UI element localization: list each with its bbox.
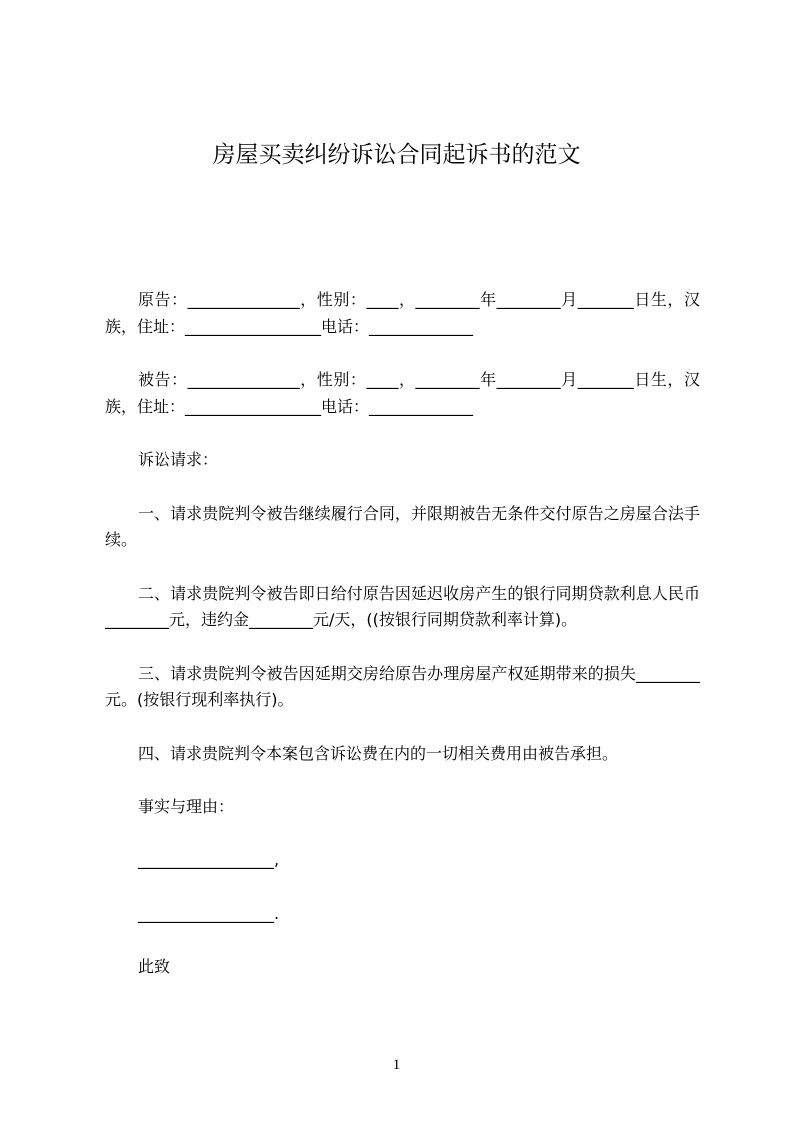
closing [105, 954, 700, 981]
claim-line: ________元，违约金________元/天，((按银行同期贷款利率计算)。 [105, 610, 578, 630]
claim-line: 三、请求贵院判令被告因延期交房给原告办理房屋产权延期带来的损失________ [138, 663, 700, 683]
fill-in-blank-line: _________________, [138, 850, 280, 870]
plaintiff-info-line: 原告：______________，性别：____，________年________月_______日生，汉 [138, 290, 700, 309]
claim-item-4 [105, 741, 700, 768]
claim-line: 一、请求贵院判令被告继续履行合同，并限期被告无条件交付原告之房屋合法手 [138, 503, 700, 523]
claims-heading [105, 447, 700, 474]
defendant-info [105, 367, 700, 420]
claim-line: 二、请求贵院判令被告即日给付原告因延迟收房产生的银行同期贷款利息人民币 [138, 583, 700, 603]
claims-heading-text: 诉讼请求： [138, 450, 219, 470]
defendant-info-line: 被告：______________，性别：____，________年________月_______日生，汉 [138, 370, 700, 390]
plaintiff-info [105, 287, 700, 340]
facts-heading-text: 事实与理由： [138, 797, 235, 817]
claim-item-2 [105, 581, 700, 634]
claim-item-1 [105, 501, 700, 554]
facts-blank-1 [105, 847, 700, 874]
claim-line: 四、请求贵院判令本案包含诉讼费在内的一切相关费用由被告承担。 [138, 743, 619, 763]
fill-in-blank-line: _________________. [138, 903, 280, 923]
facts-blank-2 [105, 901, 700, 928]
claim-item-3 [105, 661, 700, 714]
document-body [105, 287, 700, 1008]
plaintiff-info-line: 族，住址：_________________电话：_____________ [105, 316, 474, 336]
page-number: 1 [392, 1057, 401, 1073]
closing-text: 此致 [138, 957, 171, 977]
facts-heading [105, 794, 700, 821]
claim-line: 元。(按银行现利率执行)。 [105, 690, 294, 710]
document-title: 房屋买卖纠纷诉讼合同起诉书的范文 [212, 142, 581, 168]
defendant-info-line: 族，住址：_________________电话：_____________ [105, 396, 474, 416]
claim-line: 续。 [105, 530, 138, 550]
